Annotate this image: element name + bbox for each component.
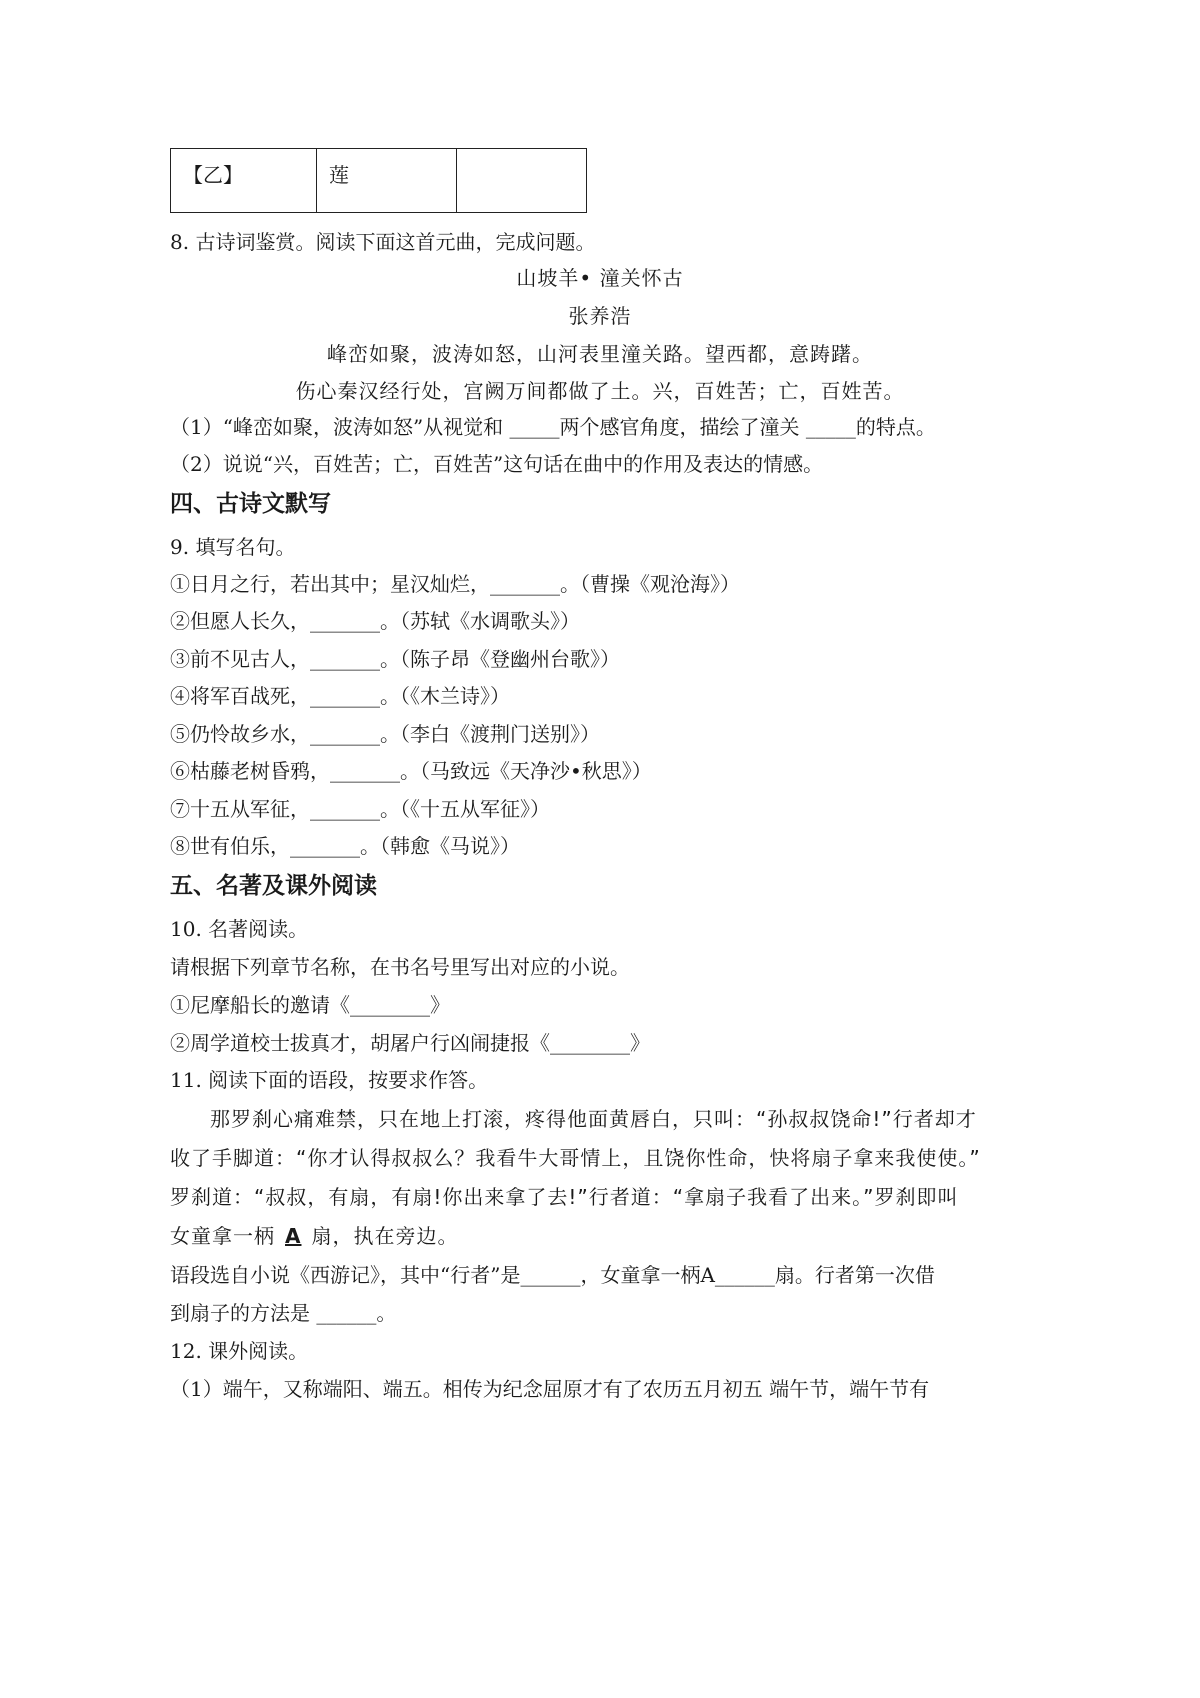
passage-line-4-end: 扇，执在旁边。 [311,1224,459,1248]
fill-item-5: ⑤仍怜故乡水，_______。（李白《渡荆门送别》） [170,722,600,746]
fill-item-7: ⑦十五从军征，_______。（《十五从军征》） [170,797,550,821]
fill-item-2: ②但愿人长久，_______。（苏轼《水调歌头》） [170,609,580,633]
table-cell-value: 莲 [317,149,457,213]
question-10: 10. 名著阅读。 [170,917,309,941]
table-cell-blank[interactable] [457,149,587,213]
fill-item-4: ④将军百战死，_______。（《木兰诗》） [170,684,510,708]
fill-item-1: ①日月之行，若出其中；星汉灿烂，_______。（曹操《观沧海》） [170,572,740,596]
question-8-sub-1: （1）“峰峦如聚，波涛如怒”从视觉和 _____两个感官角度，描绘了潼关 _____的特点。 [170,415,936,439]
poem-author: 张养浩 [568,304,632,328]
passage-line-4 [170,1222,458,1250]
question-10-item-1: ①尼摩船长的邀请《________》 [170,993,450,1017]
poem-verse-1: 峰峦如聚，波涛如怒，山河表里潼关路。望西都，意踌躇。 [327,342,873,366]
table-row [171,149,587,213]
question-12-sub-1: （1）端午，又称端阳、端五。相传为纪念屈原才有了农历五月初五 端午节，端午节有 [170,1377,930,1401]
section-5-heading: 五、名著及课外阅读 [170,873,377,899]
blank-marker-a: A [285,1224,302,1248]
question-11: 11. 阅读下面的语段，按要求作答。 [170,1068,489,1092]
passage-line-4-start: 女童拿一柄 [170,1224,275,1248]
passage-line-2: 收了手脚道：“你才认得叔叔么？我看牛大哥情上，且饶你性命，快将扇子拿来我使使。” [170,1146,981,1170]
question-10-item-2: ②周学道校士拔真才，胡屠户行凶闹捷报《________》 [170,1031,650,1055]
poem-verse-2: 伤心秦汉经行处，宫阙万间都做了土。兴，百姓苦；亡，百姓苦。 [295,379,905,403]
question-11-ask-1: 语段选自小说《西游记》，其中“行者”是______，女童拿一柄A______扇。行者第一次借 [170,1263,935,1287]
question-9: 9. 填写名句。 [170,535,296,559]
section-4-heading: 四、古诗文默写 [170,491,331,517]
table-cell-label: 【乙】 [171,149,317,213]
question-11-ask-2: 到扇子的方法是 ______。 [170,1301,397,1325]
question-10-instruction: 请根据下列章节名称，在书名号里写出对应的小说。 [170,955,630,979]
question-8-sub-2: （2）说说“兴，百姓苦；亡，百姓苦”这句话在曲中的作用及表达的情感。 [170,452,824,476]
fill-item-8: ⑧世有伯乐，_______。（韩愈《马说》） [170,834,520,858]
fill-item-6: ⑥枯藤老树昏鸦，_______。（马致远《天净沙•秋思》） [170,759,652,783]
poem-title: 山坡羊• 潼关怀古 [516,266,684,290]
answer-table [170,148,587,213]
passage-line-1: 那罗刹心痛难禁，只在地上打滚，疼得他面黄唇白，只叫：“孙叔叔饶命!”行者却才 [210,1107,977,1131]
fill-item-3: ③前不见古人，_______。（陈子昂《登幽州台歌》） [170,647,620,671]
passage-line-3: 罗刹道：“叔叔，有扇，有扇!你出来拿了去!”行者道：“拿扇子我看了出来。”罗刹即叫 [170,1185,959,1209]
question-12: 12. 课外阅读。 [170,1339,309,1363]
question-8-intro: 8. 古诗词鉴赏。阅读下面这首元曲，完成问题。 [170,230,596,254]
